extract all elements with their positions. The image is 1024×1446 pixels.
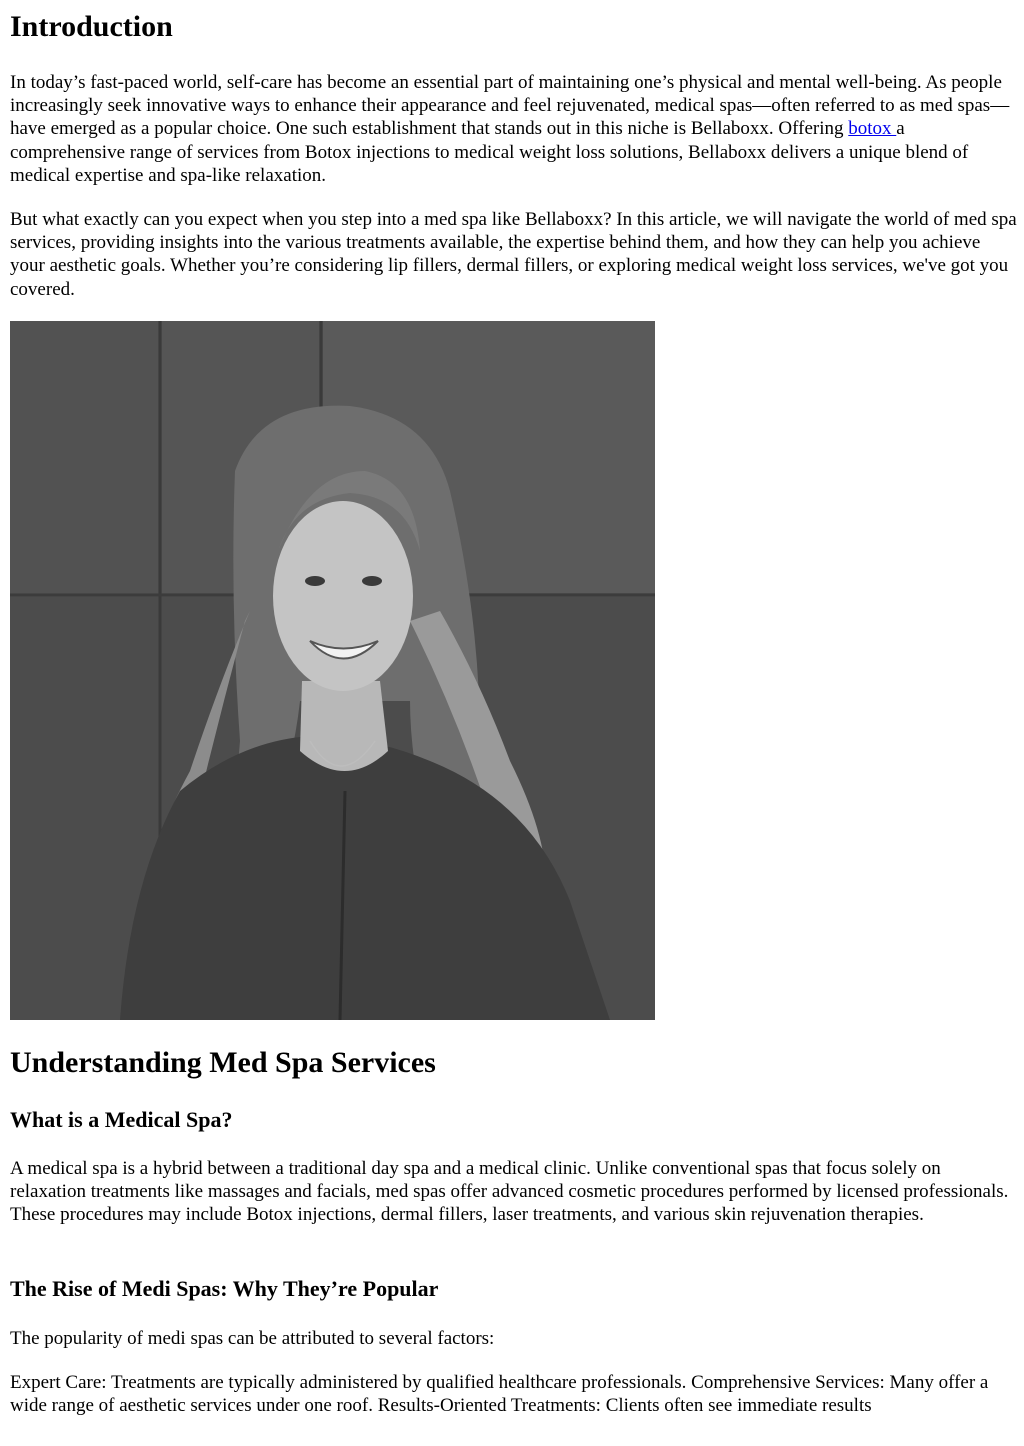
intro-paragraph-1-text-start: In today’s fast-paced world, self-care has become an essential part of maintaining one’s physical and mental well-being. As people increasingly seek innovative ways to enhance their appearance and feel rejuvenated, medical spas—often referred to as med spas—have emerged as a popular choice. One such establishment that stands out in this niche is Bellaboxx. Offering <box>10 72 1010 140</box>
subsection-heading-medical-spa: What is a Medical Spa? <box>10 1107 233 1132</box>
subsection-heading-rise-of-medi-spas: The Rise of Medi Spas: Why They’re Popular <box>10 1276 439 1301</box>
popularity-factors-paragraph: Expert Care: Treatments are typically administered by qualified healthcare professionals. Comprehensive Services: Many offer a wide range of aesthetic services under one roof. Results-Oriented Treatments: Clients often see immediate results <box>10 1372 989 1417</box>
intro-paragraph-1 <box>10 71 1018 187</box>
popularity-intro-paragraph: The popularity of medi spas can be attributed to several factors: <box>10 1328 495 1349</box>
intro-heading: Introduction <box>10 10 173 43</box>
staff-portrait-image <box>10 321 655 1020</box>
intro-paragraph-1-text-end: a comprehensive range of services from Botox injections to medical weight loss solutions, Bellaboxx delivers a unique blend of medical expertise and spa-like relaxation. <box>10 118 969 186</box>
section-heading: Understanding Med Spa Services <box>10 1046 436 1079</box>
medical-spa-paragraph: A medical spa is a hybrid between a traditional day spa and a medical clinic. Unlike conventional spas that focus solely on relaxation treatments like massages and facials, med spas offer advanced cosmetic procedures performed by licensed professionals. These procedures may include Botox injections, dermal fillers, laser treatments, and various skin rejuvenation therapies. <box>10 1158 1009 1226</box>
botox-link[interactable]: botox <box>848 118 897 140</box>
intro-paragraph-2: But what exactly can you expect when you step into a med spa like Bellaboxx? In this article, we will navigate the world of med spa services, providing insights into the various treatments available, the expertise behind them, and how they can help you achieve your aesthetic goals. Whether you’re considering lip fillers, dermal fillers, or exploring medical weight loss services, we've got you covered. <box>10 209 1017 300</box>
